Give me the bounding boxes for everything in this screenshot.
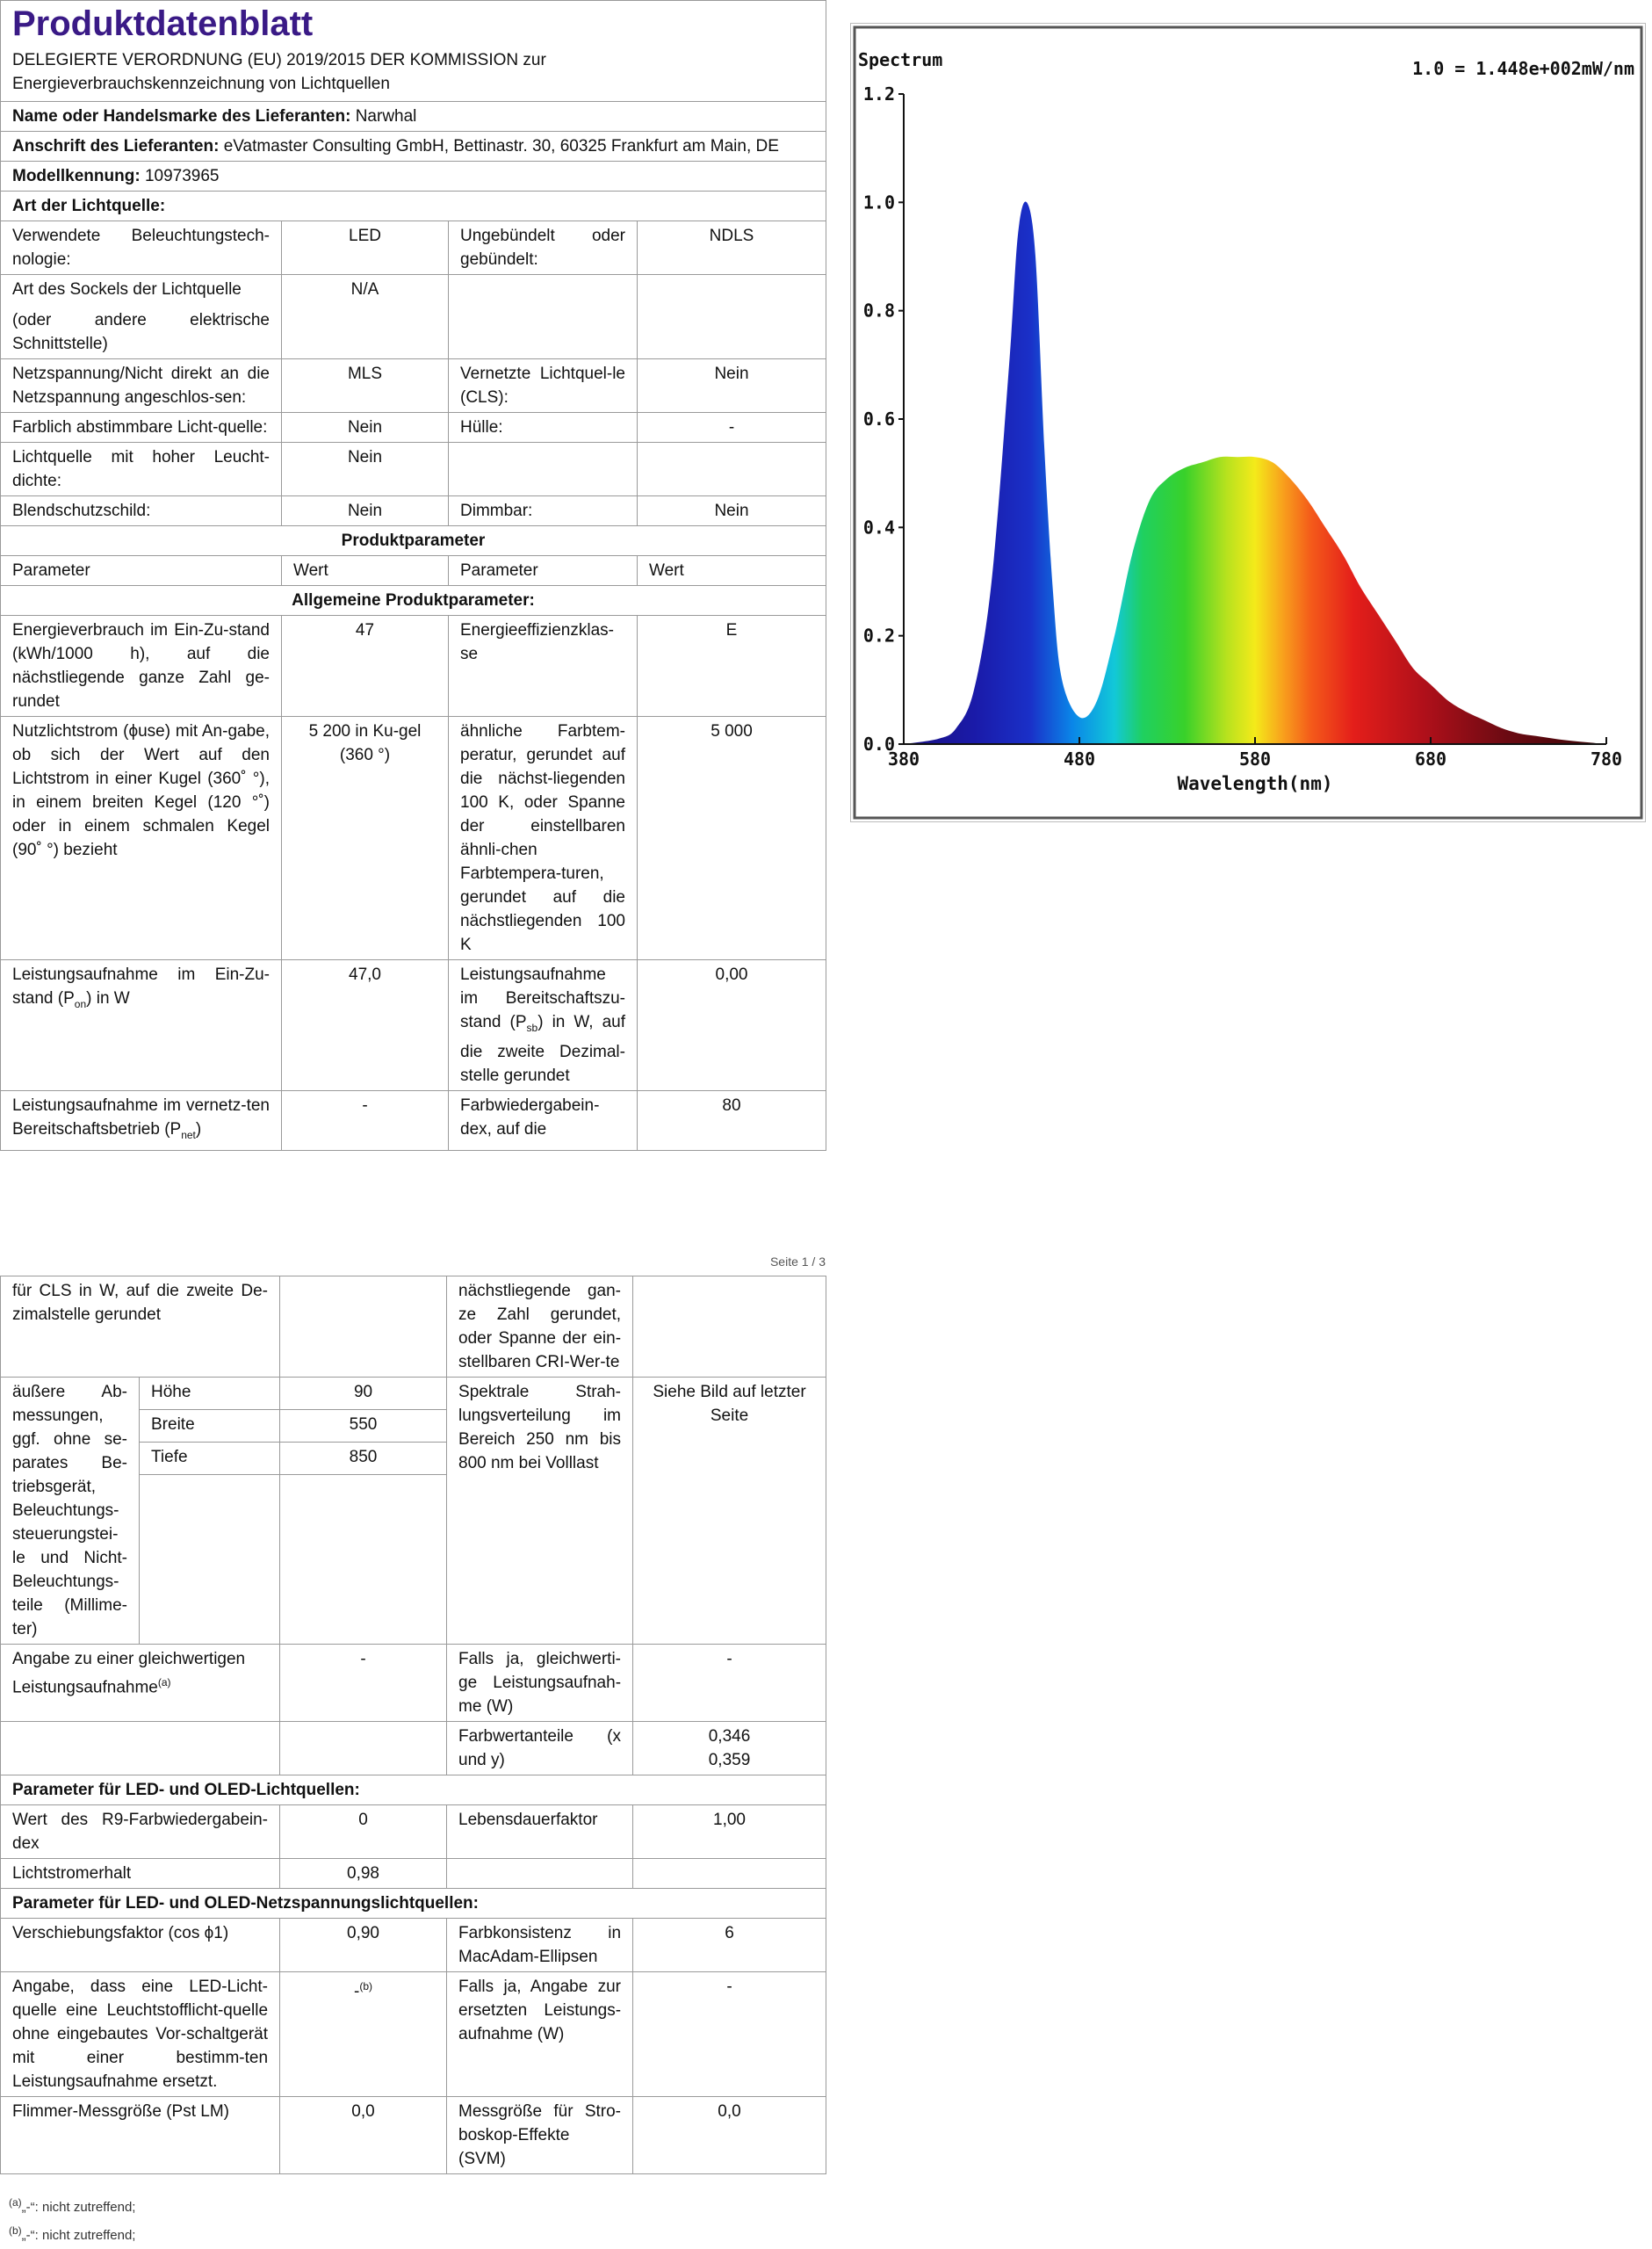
datasheet-table-page1: [0, 0, 826, 1151]
equiv-power-value: -: [633, 1645, 826, 1722]
chroma-y-value: 0,359: [708, 1751, 751, 1769]
flicker-label: Flimmer-Messgröße (Pst LM): [1, 2097, 280, 2174]
product-parameters-heading: Produktparameter: [1, 526, 826, 556]
pon-subscript: on: [74, 997, 87, 1010]
psb-label: [449, 960, 638, 1091]
table-row: [1, 1378, 826, 1410]
table-row: [1, 2097, 826, 2174]
svm-label: Messgröße für Stro-boskop-Effekte (SVM): [447, 2097, 633, 2174]
table-row: [1, 1722, 826, 1775]
psb-label-unit: ) in W, auf die zweite Dezimal-stelle gerundet: [460, 1013, 625, 1085]
spd-value: Siehe Bild auf letzter Seite: [633, 1378, 826, 1645]
spectrum-scale: 1.0 = 1.448e+002mW/nm: [1412, 58, 1634, 79]
table-row: [1, 413, 826, 443]
header-cell: [1, 1, 826, 102]
housing-value: -: [638, 413, 826, 443]
dimmable-value: Nein: [638, 496, 826, 526]
model-row: [1, 162, 826, 192]
col-header-parameter: Parameter: [449, 556, 638, 586]
bundled-value: NDLS: [638, 221, 826, 275]
hlq-label: Lichtquelle mit hoher Leucht-dichte:: [1, 443, 282, 496]
empty-cell: [280, 1722, 447, 1775]
spd-label: Spektrale Strah-lungsverteilung im Bereich 250 nm bis 800 nm bei Volllast: [447, 1378, 633, 1645]
life-value: 1,00: [633, 1805, 826, 1859]
spectrum-chart-svg: [851, 24, 1645, 821]
pnet-label: [1, 1090, 282, 1150]
dim-width-value: 550: [280, 1410, 447, 1443]
col-header-parameter: Parameter: [1, 556, 282, 586]
y-tick-label: 0.6: [862, 409, 895, 430]
cri-label: Farbwiedergabein-dex, auf die: [449, 1090, 638, 1150]
dim-height-label: Höhe: [140, 1378, 280, 1410]
bundled-label: Ungebündelt oder gebündelt:: [449, 221, 638, 275]
datasheet: [0, 0, 826, 1151]
tech-value: LED: [282, 221, 449, 275]
replace-value: [280, 1972, 447, 2097]
empty-cell: [1, 1722, 280, 1775]
table-row: [1, 1090, 826, 1150]
eeclass-label: Energieeffizienzklas-se: [449, 616, 638, 717]
light-source-type-heading: Art der Lichtquelle:: [1, 192, 826, 221]
table-row: [1, 960, 826, 1091]
macadam-value: 6: [633, 1919, 826, 1972]
y-tick-label: 0.2: [862, 625, 895, 647]
table-row: [1, 717, 826, 960]
macadam-label: Farbkonsistenz in MacAdam-Ellipsen: [447, 1919, 633, 1972]
pon-label: [1, 960, 282, 1091]
socket-value: N/A: [282, 275, 449, 359]
general-parameters-heading: Allgemeine Produktparameter:: [1, 586, 826, 616]
empty-cell: [638, 275, 826, 359]
footnote-b: [9, 2224, 135, 2243]
replace-value-text: -: [354, 1982, 360, 2001]
supplier-address-label: Anschrift des Lieferanten:: [12, 137, 220, 155]
y-tick-label: 1.0: [862, 192, 895, 213]
energy-value: 47: [282, 616, 449, 717]
supplier-name-value: Narwhal: [355, 107, 417, 126]
y-tick-label: 0.4: [862, 517, 895, 539]
socket-label-line2: (oder andere elektrische Schnittstelle): [12, 311, 270, 353]
cri-label-continued: nächstliegende gan-ze Zahl gerundet, oder Spanne der ein-stellbaren CRI-Wer-te: [447, 1276, 633, 1378]
energy-label: Energieverbrauch im Ein-Zu-stand (kWh/1000 h), auf die nächstliegende ganze Zahl ge-rundet: [1, 616, 282, 717]
cosphi-value: 0,90: [280, 1919, 447, 1972]
maint-label: Lichtstromerhalt: [1, 1859, 280, 1889]
mains-led-parameters-heading: Parameter für LED- und OLED-Netzspannungslichtquellen:: [1, 1889, 826, 1919]
footnote-ref-b: (b): [359, 1980, 373, 1992]
empty-cell: [638, 443, 826, 496]
flux-value: 5 200 in Ku-gel (360 °): [282, 717, 449, 960]
psb-value: 0,00: [638, 960, 826, 1091]
y-tick-label: 0.0: [862, 734, 895, 755]
table-row: [1, 221, 826, 275]
cosphi-label: Verschiebungsfaktor (cos ϕ1): [1, 1919, 280, 1972]
empty-cell: [633, 1276, 826, 1378]
dim-depth-value: 850: [280, 1443, 447, 1475]
dim-depth-label: Tiefe: [140, 1443, 280, 1475]
pon-label-text: Leistungsaufnahme im Ein-Zu-stand (P: [12, 965, 270, 1008]
empty-cell: [447, 1859, 633, 1889]
pnet-label-continued: für CLS in W, auf die zweite De-zimalstelle gerundet: [1, 1276, 280, 1378]
chroma-label: Farbwertanteile (x und y): [447, 1722, 633, 1775]
footnote-b-text: „-“: nicht zutreffend;: [21, 2228, 136, 2243]
equiv-label-text: Angabe zu einer gleichwertigen Leistungsaufnahme: [12, 1650, 246, 1697]
table-row: [1, 616, 826, 717]
chroma-x-value: 0,346: [708, 1727, 751, 1746]
datasheet-continued: [0, 1276, 826, 2174]
equiv-value: -: [280, 1645, 447, 1722]
cri-value: 80: [638, 1090, 826, 1150]
x-tick-label: 380: [887, 748, 920, 770]
life-label: Lebensdauerfaktor: [447, 1805, 633, 1859]
regulation-text: DELEGIERTE VERORDNUNG (EU) 2019/2015 DER KOMMISSION zur Energieverbrauchskennzeichnung von Lichtquellen: [12, 51, 546, 93]
table-row: [1, 275, 826, 359]
y-tick-label: 0.8: [862, 300, 895, 322]
table-row: [1, 1972, 826, 2097]
socket-label-line1: Art des Sockels der Lichtquelle: [12, 280, 242, 299]
page-title: Produktdatenblatt: [12, 4, 314, 43]
x-tick-label: 680: [1414, 748, 1447, 770]
table-row: [1, 496, 826, 526]
x-tick-label: 580: [1238, 748, 1272, 770]
r9-label: Wert des R9-Farbwiedergabein-dex: [1, 1805, 280, 1859]
col-header-value: Wert: [638, 556, 826, 586]
table-row: [1, 1805, 826, 1859]
supplier-address-value: eVatmaster Consulting GmbH, Bettinastr. 30, 60325 Frankfurt am Main, DE: [223, 137, 779, 155]
empty-cell: [140, 1475, 280, 1645]
footnote-a: [9, 2196, 135, 2215]
x-tick-label: 780: [1590, 748, 1623, 770]
tech-label: Verwendete Beleuchtungstech-nologie:: [1, 221, 282, 275]
model-label: Modellkennung:: [12, 167, 141, 185]
empty-cell: [280, 1475, 447, 1645]
footnote-a-text: „-“: nicht zutreffend;: [21, 2200, 136, 2215]
chroma-value: [633, 1722, 826, 1775]
housing-label: Hülle:: [449, 413, 638, 443]
col-header-value: Wert: [282, 556, 449, 586]
hlq-value: Nein: [282, 443, 449, 496]
supplier-name-label: Name oder Handelsmarke des Lieferanten:: [12, 107, 351, 126]
replace-label: Angabe, dass eine LED-Licht-quelle eine Leuchtstofflicht-quelle ohne eingebautes Vor-schaltgerät mit einer bestimm-ten Leistungsaufnahme ersetzt.: [1, 1972, 280, 2097]
table-row: [1, 1645, 826, 1722]
model-value: 10973965: [144, 167, 220, 185]
equiv-power-label: Falls ja, gleichwerti-ge Leistungsaufnah-me (W): [447, 1645, 633, 1722]
svm-value: 0,0: [633, 2097, 826, 2174]
replace-power-value: -: [633, 1972, 826, 2097]
dimmable-label: Dimmbar:: [449, 496, 638, 526]
footnote-ref-a: (a): [157, 1676, 171, 1689]
flicker-value: 0,0: [280, 2097, 447, 2174]
cct-label: ähnliche Farbtem-peratur, gerundet auf die nächst-liegenden 100 K, oder Spanne der einstellbaren ähnli-chen Farbtempera-turen, gerundet auf die nächstliegenden 100 K: [449, 717, 638, 960]
table-row: [1, 443, 826, 496]
table-row: [1, 359, 826, 413]
glare-value: Nein: [282, 496, 449, 526]
dimensions-label: äußere Ab-messungen, ggf. ohne se-parates Be-triebsgerät, Beleuchtungs-steuerungstei-le und Nicht-Beleuchtungs-teile (Millime-ter): [1, 1378, 140, 1645]
cct-value: 5 000: [638, 717, 826, 960]
spectrum-chart: [850, 23, 1646, 822]
spectrum-title: Spectrum: [858, 49, 943, 70]
x-axis-title: Wavelength(nm): [1177, 773, 1333, 794]
supplier-address-row: [1, 132, 826, 162]
pon-value: 47,0: [282, 960, 449, 1091]
table-row: [1, 1919, 826, 1972]
pnet-label-unit: ): [195, 1119, 202, 1139]
psb-subscript: sb: [526, 1021, 538, 1034]
footnote-b-mark: (b): [9, 2224, 22, 2237]
led-parameters-heading: Parameter für LED- und OLED-Lichtquellen:: [1, 1775, 826, 1805]
flux-label: Nutzlichtstrom (ϕuse) mit An-gabe, ob sich der Wert auf den Lichtstrom in einer Kugel (360˚ °), in einem breiten Kegel (120 °˚) oder in einem schmalen Kegel (90˚ °) bezieht: [1, 717, 282, 960]
tunable-value: Nein: [282, 413, 449, 443]
cls-label: Vernetzte Lichtquel-le (CLS):: [449, 359, 638, 413]
dim-width-label: Breite: [140, 1410, 280, 1443]
equiv-label: [1, 1645, 280, 1722]
pnet-subscript: net: [181, 1128, 196, 1141]
footnote-a-mark: (a): [9, 2196, 22, 2209]
mains-label: Netzspannung/Nicht direkt an die Netzspannung angeschlos-sen:: [1, 359, 282, 413]
socket-label: [1, 275, 282, 359]
empty-cell: [280, 1276, 447, 1378]
mains-value: MLS: [282, 359, 449, 413]
eeclass-value: E: [638, 616, 826, 717]
x-tick-label: 480: [1063, 748, 1096, 770]
pon-label-unit: ) in W: [86, 989, 130, 1008]
table-row: [1, 1859, 826, 1889]
empty-cell: [633, 1859, 826, 1889]
pnet-label-text: Leistungsaufnahme im vernetz-ten Bereitschaftsbetrieb (P: [12, 1096, 270, 1139]
replace-power-label: Falls ja, Angabe zur ersetzten Leistungs-aufnahme (W): [447, 1972, 633, 2097]
psb-label-text: Leistungsaufnahme im Bereitschaftszu-stand (P: [460, 965, 625, 1031]
page-number: Seite 1 / 3: [769, 1255, 826, 1269]
r9-value: 0: [280, 1805, 447, 1859]
y-tick-label: 1.2: [862, 83, 895, 105]
cls-value: Nein: [638, 359, 826, 413]
table-row: [1, 1276, 826, 1378]
dim-height-value: 90: [280, 1378, 447, 1410]
tunable-label: Farblich abstimmbare Licht-quelle:: [1, 413, 282, 443]
maint-value: 0,98: [280, 1859, 447, 1889]
empty-cell: [449, 275, 638, 359]
datasheet-table-page2: [0, 1276, 826, 2174]
table-header-row: [1, 556, 826, 586]
empty-cell: [449, 443, 638, 496]
glare-label: Blendschutzschild:: [1, 496, 282, 526]
pnet-value: -: [282, 1090, 449, 1150]
supplier-name-row: [1, 102, 826, 132]
